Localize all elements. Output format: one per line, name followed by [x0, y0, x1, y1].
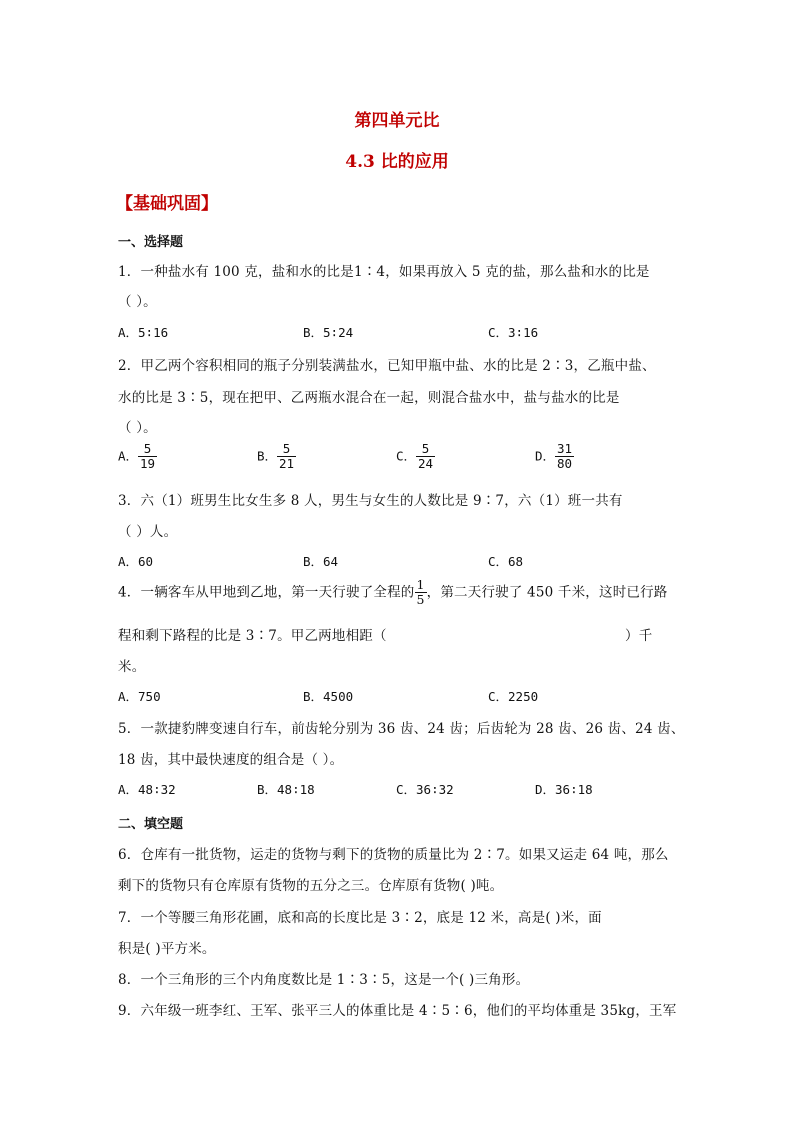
q5-option-a: A．48∶32 — [118, 782, 176, 797]
q5-option-c: C．36∶32 — [396, 782, 454, 797]
q2-option-c — [396, 442, 435, 472]
q2-option-d-den: 80 — [557, 456, 573, 472]
q5-option-b: B．48∶18 — [257, 782, 315, 797]
q2-option-d — [535, 442, 574, 472]
q4-option-b: B．4500 — [303, 689, 354, 704]
q7-line2: 积是( )平方米。 — [118, 941, 216, 957]
q2-option-a-den: 19 — [140, 456, 156, 472]
q2-option-d-letter: D． — [535, 448, 556, 464]
q4-fraction — [415, 578, 427, 608]
q4-pre: 4．一辆客车从甲地到乙地，第一天行驶了全程的 — [118, 584, 415, 601]
q4-option-a: A．750 — [118, 689, 161, 704]
q1-line2: （ ）。 — [118, 294, 157, 310]
q2-option-b-fraction — [277, 442, 296, 472]
q9-line1: 9．六年级一班李红、王军、张平三人的体重比是 4∶5∶6，他们的平均体重是 35kg，王军 — [118, 1003, 677, 1019]
q2-option-a-fraction — [138, 442, 157, 472]
lesson-title: 4.3 比的应用 — [345, 152, 449, 172]
q2-line2: 水的比是 3∶5，现在把甲、乙两瓶水混合在一起，则混合盐水中，盐与盐水的比是 — [118, 390, 620, 406]
q4-line1 — [118, 578, 668, 608]
q2-option-b-num: 5 — [277, 442, 296, 457]
q2-option-c-fraction — [416, 442, 435, 472]
q5-line1: 5．一款捷豹牌变速自行车，前齿轮分别为 36 齿、24 齿；后齿轮为 28 齿、26 齿、24 齿、 — [118, 721, 685, 737]
q6-line1: 6．仓库有一批货物，运走的货物与剩下的货物的质量比为 2∶7。如果又运走 64 吨，那么 — [118, 847, 669, 863]
part2-heading: 二、填空题 — [118, 817, 184, 832]
q5-option-d: D．36∶18 — [535, 782, 593, 797]
q5-line2: 18 齿，其中最快速度的组合是（ ）。 — [118, 752, 344, 768]
q6-line2: 剩下的货物只有仓库原有货物的五分之三。仓库原有货物( )吨。 — [118, 878, 504, 894]
q2-option-d-num: 31 — [557, 441, 573, 456]
q2-option-a — [118, 442, 157, 472]
part1-heading: 一、选择题 — [118, 235, 184, 250]
q2-option-d-fraction — [555, 442, 574, 472]
q4-line2a: 程和剩下路程的比是 3∶7。甲乙两地相距（ — [118, 628, 387, 644]
q3-line1: 3．六（1）班男生比女生多 8 人，男生与女生的人数比是 9∶7，六（1）班一共有 — [118, 493, 623, 509]
q3-option-c: C．68 — [488, 554, 524, 569]
q2-option-a-letter: A． — [118, 448, 139, 464]
unit-title: 第四单元比 — [354, 111, 440, 131]
q8-line1: 8．一个三角形的三个内角度数比是 1∶3∶5，这是一个( )三角形。 — [118, 972, 530, 988]
q2-option-c-den: 24 — [418, 456, 434, 472]
q4-option-c: C．2250 — [488, 689, 539, 704]
q1-option-c: C．3∶16 — [488, 325, 539, 340]
q2-option-b — [257, 442, 296, 472]
q3-option-b: B．64 — [303, 554, 339, 569]
q4-line2b: ）千 — [625, 628, 653, 644]
q1-option-a: A．5∶16 — [118, 325, 169, 340]
q4-post: ，第二天行驶了 450 千米，这时已行路 — [426, 584, 668, 601]
q2-option-b-letter: B． — [257, 448, 278, 464]
q4-frac-num: 1 — [416, 577, 425, 592]
q2-line1: 2．甲乙两个容积相同的瓶子分别装满盐水，已知甲瓶中盐、水的比是 2∶3，乙瓶中盐、 — [118, 358, 656, 374]
q4-frac-den: 5 — [416, 592, 425, 608]
q3-option-a: A．60 — [118, 554, 154, 569]
q7-line1: 7．一个等腰三角形花圃，底和高的长度比是 3∶2，底是 12 米，高是( )米，面 — [118, 910, 602, 926]
q2-option-c-num: 5 — [416, 442, 435, 457]
q2-option-c-letter: C． — [396, 448, 417, 464]
section-tag: 【基础巩固】 — [116, 194, 218, 214]
q2-option-a-num: 5 — [138, 442, 157, 457]
q1-line1: 1．一种盐水有 100 克，盐和水的比是1∶4，如果再放入 5 克的盐，那么盐和水的比是 — [118, 264, 650, 280]
q2-option-b-den: 21 — [279, 456, 295, 472]
q1-option-b: B．5∶24 — [303, 325, 354, 340]
q2-line3: （ ）。 — [118, 420, 157, 436]
q4-line3: 米。 — [118, 659, 146, 675]
q3-line2: （ ）人。 — [118, 524, 178, 540]
